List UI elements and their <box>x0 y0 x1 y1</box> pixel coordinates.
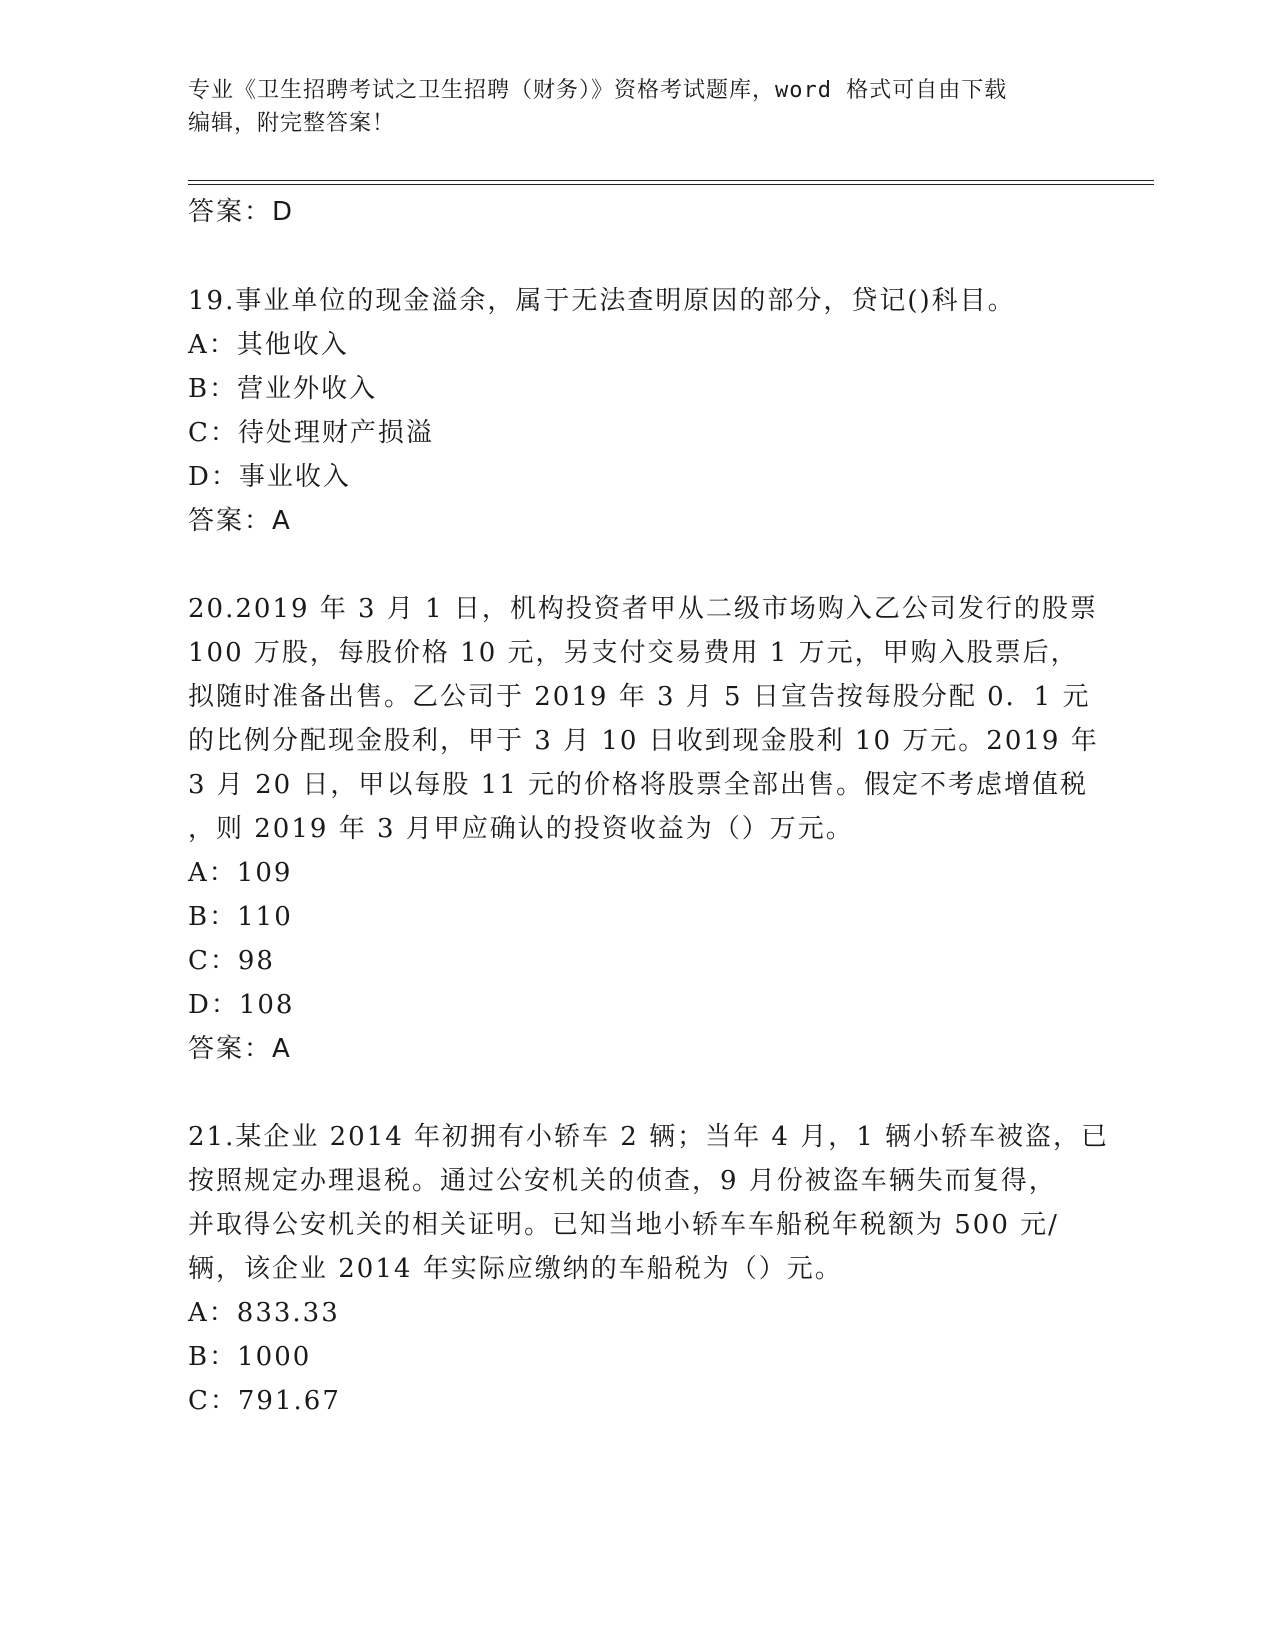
previous-answer: 答案：D <box>188 197 295 227</box>
question-20-line-3: 拟随时准备出售。乙公司于 2019 年 3 月 5 日宣告按每股分配 0．1 元 <box>188 682 1091 712</box>
question-21-line-2: 按照规定办理退税。通过公安机关的侦查，9 月份被盗车辆失而复得， <box>188 1166 1057 1196</box>
question-20-line-1: 20.2019 年 3 月 1 日，机构投资者甲从二级市场购入乙公司发行的股票 <box>188 594 1098 624</box>
question-20-line-6: ，则 2019 年 3 月甲应确认的投资收益为（）万元。 <box>188 814 854 844</box>
question-21-line-1: 21.某企业 2014 年初拥有小轿车 2 辆；当年 4 月，1 辆小轿车被盗，已 <box>188 1122 1109 1152</box>
question-21-line-3: 并取得公安机关的相关证明。已知当地小轿车车船税年税额为 500 元/ <box>188 1210 1059 1240</box>
question-19-text: 19.事业单位的现金溢余，属于无法查明原因的部分，贷记()科目。 <box>188 286 1016 316</box>
question-21-option-b: B：1000 <box>188 1342 312 1372</box>
document-header <box>188 74 1078 140</box>
question-20-answer: 答案：A <box>188 1034 292 1064</box>
question-21-line-4: 辆，该企业 2014 年实际应缴纳的车船税为（）元。 <box>188 1254 843 1284</box>
question-20-option-c: C：98 <box>188 946 275 976</box>
header-line-2: 编辑，附完整答案！ <box>188 111 396 136</box>
question-21-option-c: C：791.67 <box>188 1386 341 1416</box>
header-divider-top <box>188 180 1154 181</box>
header-divider-bottom <box>188 184 1154 185</box>
question-20-option-d: D：108 <box>188 990 295 1020</box>
question-19-answer: 答案：A <box>188 506 292 536</box>
question-20-option-a: A：109 <box>188 858 293 888</box>
header-line-1: 专业《卫生招聘考试之卫生招聘（财务）》资格考试题库，word 格式可自由下载 <box>188 78 1008 103</box>
question-20-option-b: B：110 <box>188 902 293 932</box>
question-20-line-5: 3 月 20 日，甲以每股 11 元的价格将股票全部出售。假定不考虑增值税 <box>188 770 1089 800</box>
question-20-line-2: 100 万股，每股价格 10 元，另支付交易费用 1 万元，甲购入股票后， <box>188 638 1079 668</box>
question-19-option-c: C：待处理财产损溢 <box>188 418 434 448</box>
question-21-option-a: A：833.33 <box>188 1298 340 1328</box>
question-20-line-4: 的比例分配现金股利，甲于 3 月 10 日收到现金股利 10 万元。2019 年 <box>188 726 1099 756</box>
question-19-option-b: B：营业外收入 <box>188 374 378 404</box>
question-19-option-d: D：事业收入 <box>188 462 351 492</box>
question-19-option-a: A：其他收入 <box>188 330 349 360</box>
